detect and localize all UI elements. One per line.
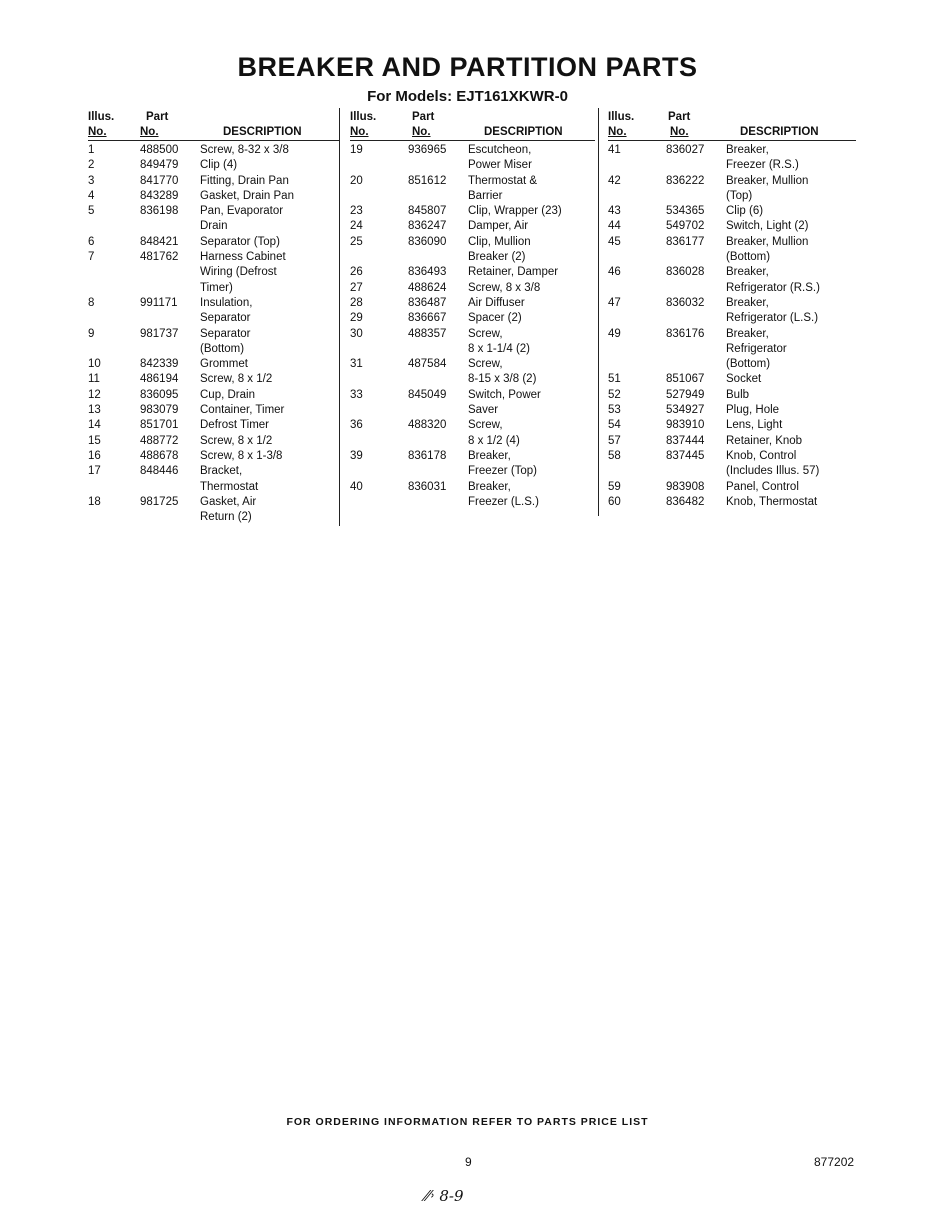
part-description: Separator (Top) [200,235,280,248]
header-rule [608,140,856,141]
part-description: Fitting, Drain Pan [200,174,289,187]
illus-number-text: 24 [350,220,363,233]
part-number: 837444 [666,434,705,447]
part-description: Breaker, Mullion (Bottom) [726,235,809,264]
table-row [608,174,856,205]
part-number: 936965 [408,144,447,156]
illus-number-text: 54 [608,419,621,432]
column-header [88,110,340,140]
table-row [350,388,595,419]
part-number: 836487 [408,296,447,309]
part-description: Screw, 8-32 x 3/8 [200,144,289,156]
illus-number-text: 42 [608,174,621,187]
part-header: Part [146,111,169,123]
illus-no-header: No. [88,126,107,138]
part-number: 981737 [140,327,179,340]
illus-number: 9 [88,327,95,340]
illus-header: Illus. [350,111,377,123]
table-row [350,281,595,296]
part-number: 841770 [140,174,179,187]
parts-column-3 [608,110,856,510]
part-description: Clip, Mullion Breaker (2) [468,235,531,264]
part-description: Lens, Light [726,419,783,432]
part-description: Retainer, Knob [726,434,803,447]
parts-column-1 [88,110,340,525]
table-row [608,480,856,495]
part-number: 488772 [140,434,179,447]
part-number: 851701 [140,419,179,432]
part-description: Clip (4) [200,159,238,172]
illus-header: Illus. [88,111,115,123]
part-description: Harness Cabinet Wiring (Defrost Timer) [200,251,286,294]
part-number: 836667 [408,312,447,325]
table-row [350,174,595,205]
illus-number-text: 36 [350,419,363,432]
part-description: Thermostat & Barrier [468,174,538,202]
table-row [608,449,856,480]
table-row [350,235,595,266]
table-row [88,357,340,372]
illus-number-text: 33 [350,388,363,401]
part-description: Panel, Control [726,480,799,493]
table-row [350,480,595,511]
illus-number-text: 19 [350,144,363,156]
part-description: Switch, Power Saver [468,388,541,417]
handwritten-note: ⁄⁄˒ 8-9 [425,1187,464,1205]
models-subtitle: For Models: EJT161XKWR-0 [367,88,568,105]
part-number: 488624 [408,281,447,294]
part-number: 836032 [666,296,705,309]
table-row [608,434,856,449]
table-row [88,250,340,296]
table-row [608,235,856,266]
illus-number: 13 [88,404,101,417]
illus-number: 12 [88,388,101,401]
table-row [350,418,595,449]
part-description: Breaker, Refrigerator (L.S.) [726,296,819,325]
table-row [88,204,340,235]
part-number: 983910 [666,419,705,432]
part-description: Grommet [200,358,248,371]
parts-column-2 [350,110,595,510]
illus-number: 4 [88,189,95,202]
illus-number: 6 [88,235,95,248]
part-number: 981725 [140,495,179,508]
illus-number: 10 [88,358,101,371]
part-description: Air Diffuser [468,296,525,309]
document-number: 877202 [814,1155,855,1169]
table-row [350,219,595,234]
part-no-header: No. [412,126,431,138]
part-description: Cup, Drain [200,388,255,401]
part-number: 836222 [666,174,705,187]
part-description: Screw, 8 x 1/2 [200,373,273,386]
part-number: 848421 [140,235,179,248]
table-row [88,235,340,250]
table-row [608,403,856,418]
illus-number-text: 44 [608,220,621,233]
part-description: Bracket, Thermostat [200,465,259,493]
part-number: 486194 [140,373,179,386]
part-description: Screw, 8-15 x 3/8 (2) [468,358,537,386]
part-number: 836247 [408,220,447,233]
description-header: DESCRIPTION [223,126,302,138]
table-row [350,311,595,326]
part-number: 549702 [666,220,705,233]
part-number: 527949 [666,388,705,401]
part-number: 983908 [666,480,705,493]
part-number: 849479 [140,159,179,172]
parts-list [350,143,595,510]
part-description: Screw, 8 x 1/2 [200,434,273,447]
part-description: Breaker, Refrigerator (Bottom) [726,327,787,371]
illus-number-text: 31 [350,358,363,371]
table-row [88,174,340,189]
header-rule [88,140,340,141]
illus-number: 2 [88,159,95,172]
illus-number: 1 [88,144,95,156]
illus-number-text: 51 [608,373,621,386]
part-description: Bulb [726,388,750,401]
illus-number-text: 52 [608,388,621,401]
illus-number-text: 20 [350,174,363,187]
illus-number-text: 49 [608,327,621,340]
illus-number: 16 [88,449,101,462]
table-row [608,296,856,327]
part-number: 534365 [666,205,705,218]
illus-number-text: 26 [350,266,363,279]
part-number: 851612 [408,174,447,187]
illus-number-text: 60 [608,495,621,508]
part-number: 836176 [666,327,705,340]
part-number: 836198 [140,205,179,218]
illus-number-text: 27 [350,281,363,294]
part-description: Breaker, Freezer (Top) [468,449,538,478]
table-row [88,449,340,464]
illus-number: 18 [88,495,101,508]
column-header [608,110,856,140]
part-number: 848446 [140,465,179,478]
illus-number: 8 [88,296,95,309]
table-row [608,495,856,510]
table-row [88,372,340,387]
table-row [608,327,856,373]
column-header [350,110,595,140]
part-description: Breaker, Freezer (L.S.) [468,480,539,508]
part-description: Screw, 8 x 1-3/8 [200,449,283,462]
table-row [88,418,340,433]
table-row [608,418,856,433]
table-row [88,403,340,418]
part-description: Escutcheon, Power Miser [468,144,532,172]
illus-number-text: 40 [350,480,363,493]
table-row [608,372,856,387]
table-row [350,265,595,280]
illus-number: 7 [88,251,95,264]
illus-number: 17 [88,465,101,478]
part-number: 845049 [408,388,447,401]
table-row [88,464,340,495]
part-description: Retainer, Damper [468,266,559,279]
table-row [608,143,856,174]
page-number: 9 [465,1155,472,1169]
part-no-header: No. [140,126,159,138]
part-description: Defrost Timer [200,419,270,432]
illus-number-text: 59 [608,480,621,493]
table-row [88,434,340,449]
illus-number: 14 [88,419,101,432]
table-row [88,327,340,358]
part-description: Separator (Bottom) [200,327,251,355]
table-row [608,219,856,234]
illus-number-text: 41 [608,144,621,156]
illus-number-text: 28 [350,296,363,309]
illus-number-text: 53 [608,404,621,417]
table-row [88,388,340,403]
part-number: 488320 [408,419,447,432]
part-number: 837445 [666,449,705,462]
page-title: BREAKER AND PARTITION PARTS [237,52,698,82]
part-description: Screw, 8 x 1-1/4 (2) [468,327,530,355]
part-number: 836090 [408,235,447,248]
illus-number-text: 47 [608,296,621,309]
illus-number-text: 46 [608,266,621,279]
part-description: Gasket, Air Return (2) [200,495,257,524]
part-description: Knob, Thermostat [726,495,818,508]
part-number: 836095 [140,388,179,401]
part-description: Breaker, Freezer (R.S.) [726,144,799,172]
part-description: Clip (6) [726,205,764,218]
illus-no-header: No. [350,126,369,138]
illus-number: 3 [88,174,95,187]
part-description: Breaker, Refrigerator (R.S.) [726,266,820,294]
header-rule [350,140,595,141]
part-description: Socket [726,373,762,386]
ordering-footer: FOR ORDERING INFORMATION REFER TO PARTS PRICE LIST [286,1116,649,1128]
part-number: 487584 [408,358,447,371]
table-row [88,495,340,526]
table-row [88,189,340,204]
parts-list [608,143,856,510]
part-description: Breaker, Mullion (Top) [726,174,809,202]
part-number: 845807 [408,205,447,218]
illus-number-text: 30 [350,327,363,340]
illus-number: 11 [88,373,100,386]
table-row [350,449,595,480]
part-description: Container, Timer [200,404,285,417]
part-number: 488500 [140,144,179,156]
part-number: 843289 [140,189,179,202]
part-number: 836493 [408,266,447,279]
part-number: 836482 [666,495,705,508]
illus-no-header: No. [608,126,627,138]
part-description: Plug, Hole [726,404,780,417]
table-row [350,296,595,311]
part-no-header: No. [670,126,689,138]
part-description: Insulation, Separator [200,296,253,325]
illus-header: Illus. [608,111,635,123]
illus-number-text: 45 [608,235,621,248]
table-row [350,143,595,174]
table-row [88,143,340,158]
table-row [88,296,340,327]
part-number: 481762 [140,251,179,264]
part-number: 836031 [408,480,447,493]
part-description: Switch, Light (2) [726,220,809,233]
table-row [350,327,595,358]
illus-number-text: 57 [608,434,621,447]
part-number: 534927 [666,404,705,417]
part-description: Pan, Evaporator Drain [200,205,284,233]
part-header: Part [668,111,691,123]
illus-number: 5 [88,205,95,218]
part-number: 842339 [140,358,179,371]
illus-number-text: 29 [350,312,363,325]
description-header: DESCRIPTION [484,126,563,138]
illus-number-text: 23 [350,205,363,218]
part-number: 836178 [408,449,447,462]
parts-list [88,143,340,525]
part-header: Part [412,111,435,123]
part-number: 851067 [666,373,705,386]
table-row [88,158,340,173]
part-number: 488357 [408,327,447,340]
table-row [350,204,595,219]
illus-number-text: 39 [350,449,363,462]
part-number: 983079 [140,404,179,417]
part-description: Knob, Control (Includes Illus. 57) [726,449,820,478]
part-number: 836027 [666,144,705,156]
table-row [608,204,856,219]
table-row [608,265,856,296]
illus-number-text: 43 [608,205,621,218]
column-divider [598,108,599,516]
part-number: 836177 [666,235,705,248]
part-description: Clip, Wrapper (23) [468,205,562,218]
part-description: Damper, Air [468,220,529,233]
part-description: Spacer (2) [468,312,522,325]
part-number: 488678 [140,449,179,462]
part-number: 991171 [140,296,178,309]
part-description: Screw, 8 x 3/8 [468,281,541,294]
illus-number: 15 [88,434,101,447]
illus-number-text: 25 [350,235,363,248]
table-row [608,388,856,403]
part-number: 836028 [666,266,705,279]
table-row [350,357,595,388]
illus-number-text: 58 [608,449,621,462]
description-header: DESCRIPTION [740,126,819,138]
part-description: Screw, 8 x 1/2 (4) [468,419,520,447]
part-description: Gasket, Drain Pan [200,189,294,202]
